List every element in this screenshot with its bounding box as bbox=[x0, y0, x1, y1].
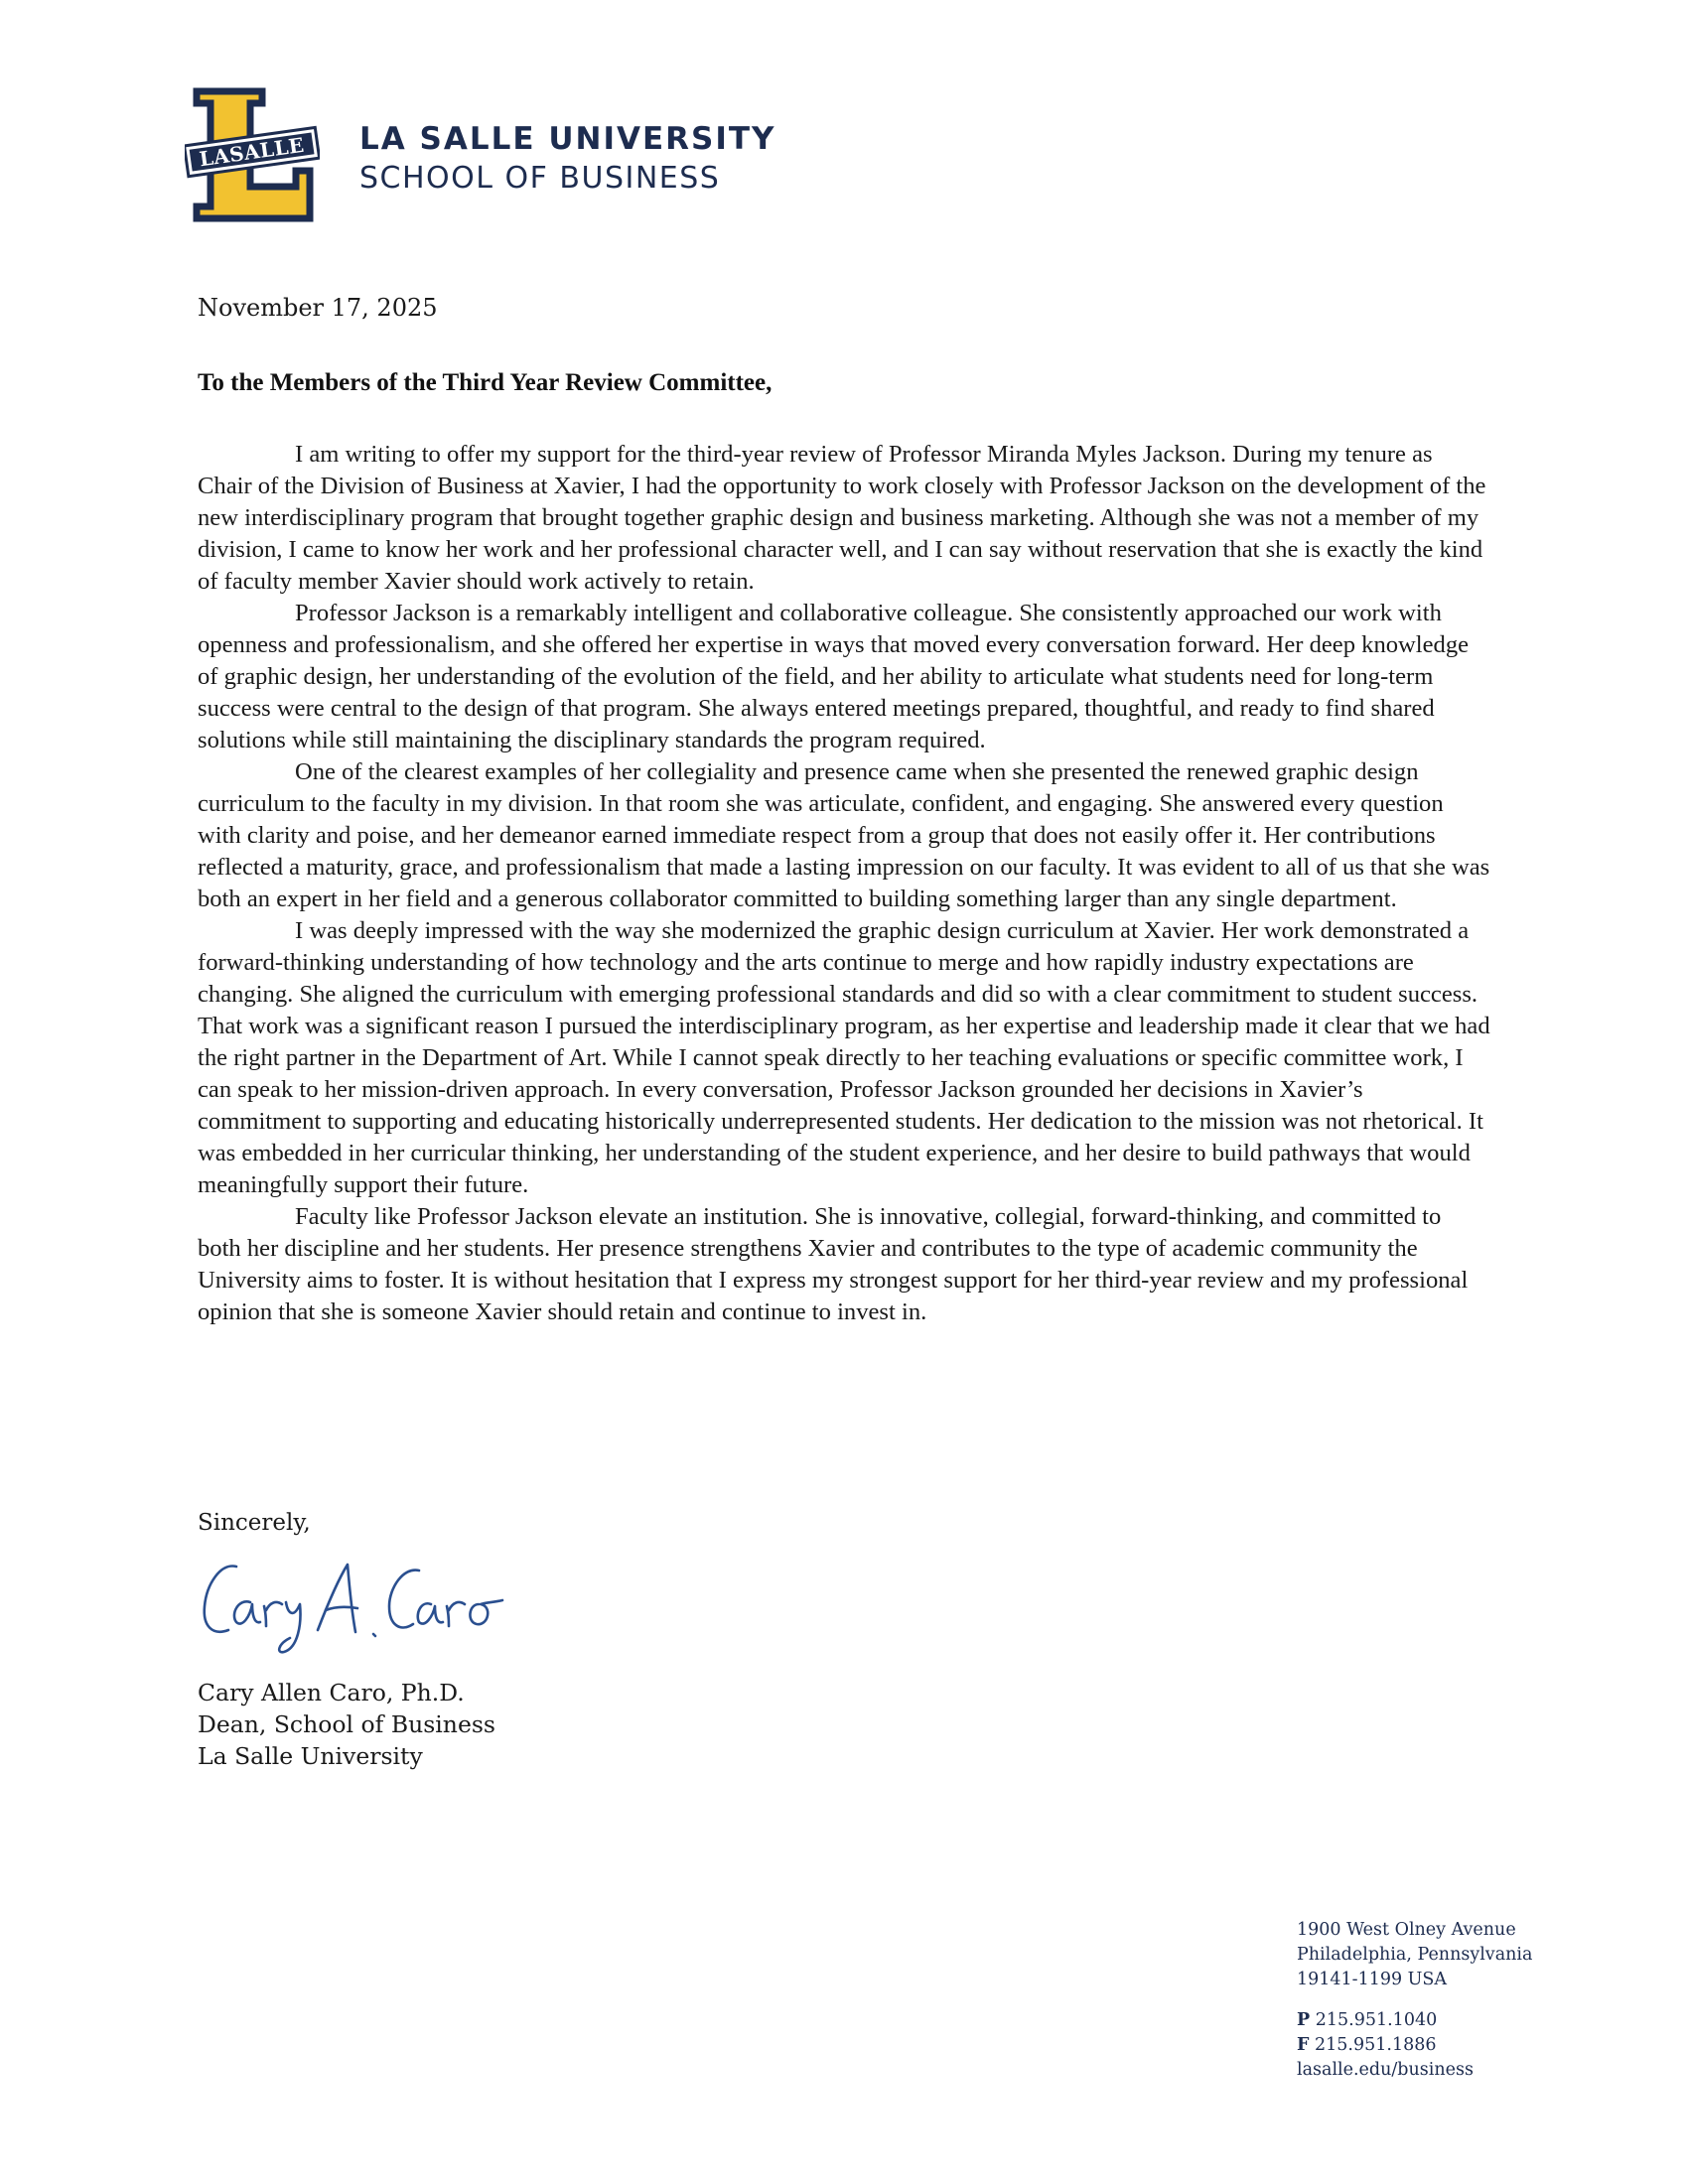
body-paragraph: Faculty like Professor Jackson elevate an institution. She is innovative, collegial, forward-thinking, and committed to both her discipline and her students. Her presence strengthens Xavier and contributes to the type of academic community the University aims to foster. It is without hesitation that I express my strongest support for her third-year review and my professional opinion that she is someone Xavier should retain and continue to invest in. bbox=[198, 1203, 1469, 1325]
school-name: SCHOOL OF BUSINESS bbox=[359, 161, 721, 196]
phone-number: 215.951.1040 bbox=[1315, 2010, 1438, 2030]
fax-line bbox=[1297, 2033, 1532, 2058]
address-zip: 19141-1199 USA bbox=[1297, 1970, 1448, 1989]
address-block bbox=[1297, 1918, 1532, 2083]
body-paragraph: I am writing to offer my support for the third-year review of Professor Miranda Myles Jackson. During my tenure as Chair of the Division of Business at Xavier, I had the opportunity to work closely with Professor Jackson on the development of the new interdisciplinary program that brought together graphic design and business marketing. Although she was not a member of my division, I came to know her work and her professional character well, and I can say without reservation that she is exactly the kind of faculty member Xavier should work actively to retain. bbox=[198, 441, 1486, 595]
body-paragraph: Professor Jackson is a remarkably intelligent and collaborative colleague. She consistently approached our work with openness and professionalism, and she offered her expertise in ways that moved every conversation forward. Her deep knowledge of graphic design, her understanding of the evolution of the field, and her ability to articulate what students need for long-term success were central to the design of that program. She always entered meetings prepared, thoughtful, and ready to find shared solutions while still maintaining the disciplinary standards the program required. bbox=[198, 600, 1470, 753]
body-paragraph: One of the clearest examples of her collegiality and presence came when she presented the renewed graphic design curriculum to the faculty in my division. In that room she was articulate, confident, and engaging. She answered every question with clarity and poise, and her demeanor earned immediate respect from a group that does not easily offer it. Her contributions reflected a maturity, grace, and professionalism that made a lasting impression on our faculty. It was evident to all of us that she was both an expert in her field and a generous collaborator committed to building something larger than any single department. bbox=[198, 758, 1490, 912]
fax-number: 215.951.1886 bbox=[1315, 2035, 1437, 2055]
handwritten-signature bbox=[199, 1545, 536, 1656]
letterhead bbox=[185, 87, 880, 226]
signer-block bbox=[198, 1677, 495, 1772]
address-city: Philadelphia, Pennsylvania bbox=[1297, 1945, 1533, 1965]
letter-date: November 17, 2025 bbox=[198, 294, 438, 322]
closing: Sincerely, bbox=[198, 1510, 311, 1536]
signer-institution: La Salle University bbox=[198, 1742, 423, 1770]
university-name: LA SALLE UNIVERSITY bbox=[359, 121, 776, 157]
fax-label: F bbox=[1297, 2035, 1310, 2055]
signer-title: Dean, School of Business bbox=[198, 1710, 495, 1738]
address-street: 1900 West Olney Avenue bbox=[1297, 1920, 1516, 1940]
website-link[interactable]: lasalle.edu/business bbox=[1297, 2060, 1474, 2080]
logo-wordmark: LASALLE bbox=[198, 132, 306, 172]
phone-label: P bbox=[1297, 2010, 1311, 2030]
signer-name: Cary Allen Caro, Ph.D. bbox=[198, 1679, 465, 1706]
la-salle-logo bbox=[185, 87, 320, 222]
salutation: To the Members of the Third Year Review Committee, bbox=[198, 369, 773, 396]
letter-body bbox=[198, 439, 1490, 1328]
body-paragraph: I was deeply impressed with the way she modernized the graphic design curriculum at Xavier. Her work demonstrated a forward-thinking understanding of how technology and the arts continue to merge and how rapidly industry expectations are changing. She aligned the curriculum with emerging professional standards and did so with a clear commitment to student success. That work was a significant reason I pursued the interdisciplinary program, as her expertise and leadership made it clear that we had the right partner in the Department of Art. While I cannot speak directly to her teaching evaluations or specific committee work, I can speak to her mission-driven approach. In every conversation, Professor Jackson grounded her decisions in Xavier’s commitment to supporting and educating historically underrepresented students. Her dedication to the mission was not rhetorical. It was embedded in her curricular thinking, her understanding of the student experience, and her desire to build pathways that would meaningfully support their future. bbox=[198, 917, 1490, 1198]
phone-line bbox=[1297, 2008, 1532, 2033]
